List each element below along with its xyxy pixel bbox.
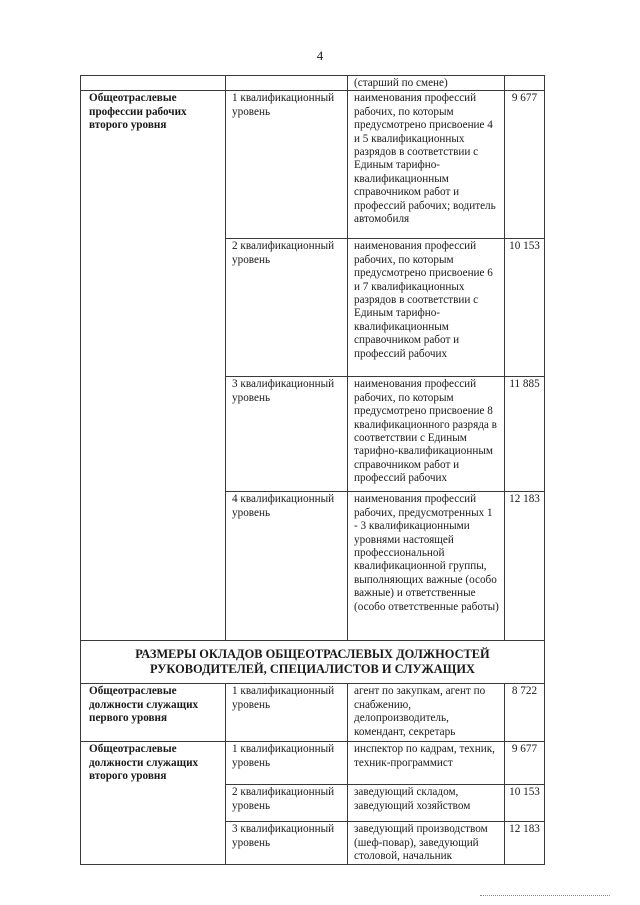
group-cell-empty (81, 76, 226, 91)
level-cell: 2 квалификационный уровень (226, 239, 348, 377)
level-cell: 2 квалификационный уровень (226, 785, 348, 822)
table-row-continuation (81, 76, 545, 91)
level-cell: 1 квалификационный уровень (226, 91, 348, 239)
group-cell-workers-second: Общеотраслевые профессии рабочих второго уровня (81, 91, 226, 641)
salary-cell: 9 677 (505, 742, 545, 785)
footer-scan-line (480, 895, 610, 896)
table-row (81, 742, 545, 785)
group-cell-employees-first: Общеотраслевые должности служащих первого уровня (81, 684, 226, 742)
level-cell: 1 квалификационный уровень (226, 684, 348, 742)
positions-cell: наименования профессий рабочих, по которым предусмотрено присвоение 6 и 7 квалификационных разрядов в соответствии с Единым тарифно-квалификационным справочником работ и профессий рабочих (348, 239, 505, 377)
positions-cell: наименования профессий рабочих, по которым предусмотрено присвоение 8 квалификационного разряда в соответствии с Единым тарифно-квалификационным справочником работ и профессий рабочих (348, 377, 505, 492)
table-row (81, 91, 545, 239)
positions-cell: инспектор по кадрам, техник, техник-программист (348, 742, 505, 785)
positions-cell: наименования профессий рабочих, предусмотренных 1 - 3 квалификационными уровнями настоящей профессиональной квалификационной группы, выполняющих важные (особо важные) и ответственные (особо ответственные работы) (348, 492, 505, 641)
group-cell-employees-second: Общеотраслевые должности служащих второго уровня (81, 742, 226, 864)
table-row (81, 684, 545, 742)
positions-cell: наименования профессий рабочих, по которым предусмотрено присвоение 4 и 5 квалификационных разрядов в соответствии с Единым тарифно-квалификационным справочником работ и профессий рабочих; водитель автомобиля (348, 91, 505, 239)
level-cell: 3 квалификационный уровень (226, 377, 348, 492)
salary-cell: 9 677 (505, 91, 545, 239)
level-cell-empty (226, 76, 348, 91)
positions-cell: заведующий складом, заведующий хозяйством (348, 785, 505, 822)
salary-cell: 12 183 (505, 822, 545, 864)
level-cell: 3 квалификационный уровень (226, 822, 348, 864)
section-heading: РАЗМЕРЫ ОКЛАДОВ ОБЩЕОТРАСЛЕВЫХ ДОЛЖНОСТЕЙ РУКОВОДИТЕЛЕЙ, СПЕЦИАЛИСТОВ И СЛУЖАЩИХ (81, 641, 545, 684)
salary-cell: 10 153 (505, 239, 545, 377)
salary-cell-empty (505, 76, 545, 91)
positions-cell: агент по закупкам, агент по снабжению, делопроизводитель, комендант, секретарь (348, 684, 505, 742)
section-heading-row (81, 641, 545, 684)
level-cell: 1 квалификационный уровень (226, 742, 348, 785)
salary-cell: 10 153 (505, 785, 545, 822)
salary-table (80, 75, 545, 865)
salary-cell: 8 722 (505, 684, 545, 742)
positions-cell: заведующий производством (шеф-повар), заведующий столовой, начальник (348, 822, 505, 864)
level-cell: 4 квалификационный уровень (226, 492, 348, 641)
positions-cell: (старший по смене) (348, 76, 505, 91)
page-number: 4 (316, 48, 324, 63)
salary-cell: 11 885 (505, 377, 545, 492)
salary-cell: 12 183 (505, 492, 545, 641)
